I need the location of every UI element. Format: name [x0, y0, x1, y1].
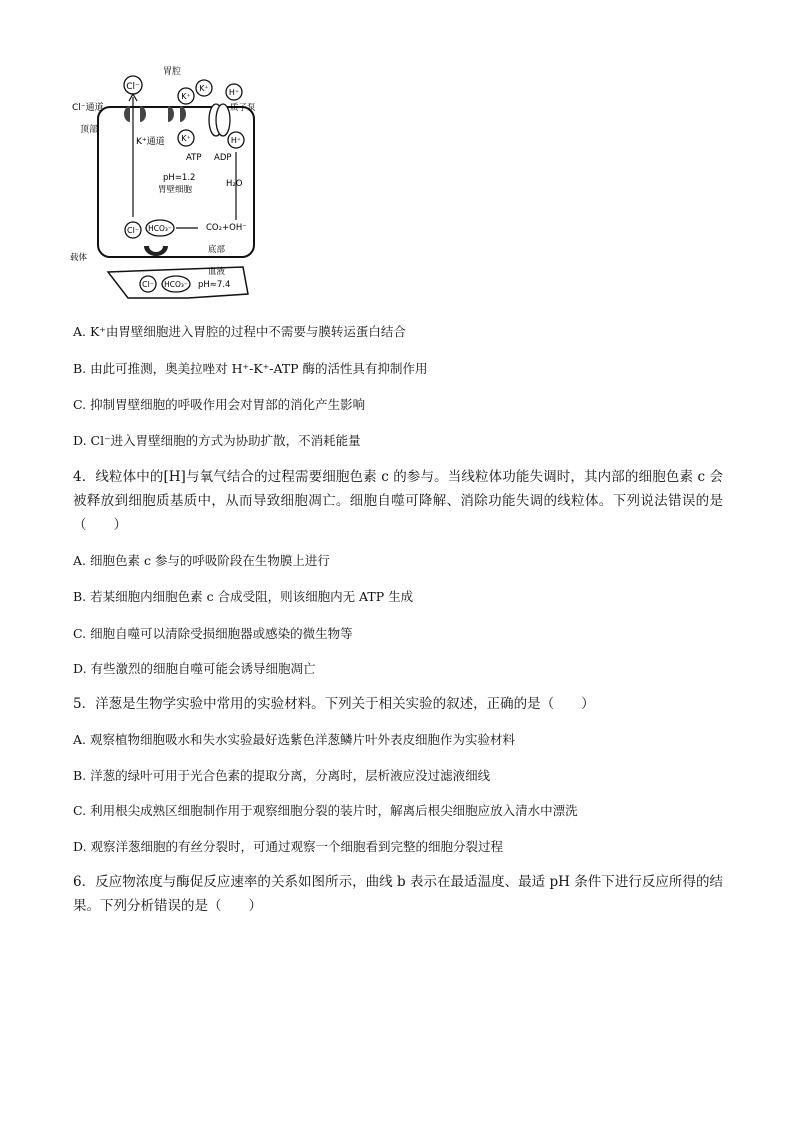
svg-text:HCO₃⁻: HCO₃⁻: [148, 224, 172, 233]
k-ion-2: [196, 80, 212, 96]
top-label: 顶部: [80, 125, 99, 135]
h-ion-cell: [228, 132, 244, 148]
blood-ph-label: pH≈7.4: [198, 280, 231, 290]
hco3-ion-blood: [162, 276, 190, 292]
k-ion-3: [178, 130, 194, 146]
q4-stem: 4．线粒体中的[H]与氧气结合的过程需要细胞色素 c 的参与。当线粒体功能失调时，其内部的细胞色素 c 会被释放到细胞质基质中，从而导致细胞凋亡。细胞自噬可降解、消除功能失调的线粒体。下列说法错误的是（ ）: [73, 469, 723, 533]
q6-stem: 6．反应物浓度与酶促反应速率的关系如图所示，曲线 b 表示在最适温度、最适 pH 条件下进行反应所得的结果。下列分析错误的是（ ）: [73, 874, 723, 914]
svg-text:H⁺: H⁺: [228, 88, 240, 97]
co2-oh-label: CO₂+OH⁻: [206, 223, 247, 233]
q5-option-b: B. 洋葱的绿叶可用于光合色素的提取分离，分离时，层析液应没过滤液细线: [73, 768, 491, 783]
h2o-label: H₂O: [226, 179, 243, 189]
q4-option-b: B. 若某细胞内细胞色素 c 合成受阻，则该细胞内无 ATP 生成: [73, 589, 414, 604]
q4-option-c: C. 细胞自噬可以清除受损细胞器或感染的微生物等: [73, 626, 353, 641]
cl-ion-top: [124, 76, 142, 94]
q4-option-d: D. 有些激烈的细胞自噬可能会诱导细胞凋亡: [73, 661, 316, 676]
proton-pump: [209, 104, 230, 136]
cl-ion-blood: [140, 276, 156, 292]
cl-ion-bottom: [125, 222, 141, 238]
bottom-label: 底部: [208, 245, 226, 255]
q5-option-a: A. 观察植物细胞吸水和失水实验最好选紫色洋葱鳞片叶外表皮细胞作为实验材料: [73, 732, 515, 747]
proton-pump-label: 质子泵: [230, 103, 256, 113]
hco3-ion-cell: [146, 220, 174, 236]
atp-label: ATP: [186, 153, 202, 163]
blood-label: 血液: [208, 267, 226, 277]
q5-option-d: D. 观察洋葱细胞的有丝分裂时，可通过观察一个细胞看到完整的细胞分裂过程: [73, 839, 504, 854]
svg-text:Cl⁻: Cl⁻: [126, 226, 140, 235]
svg-text:H⁺: H⁺: [230, 136, 242, 145]
svg-text:K⁺: K⁺: [181, 134, 191, 143]
cell-name-label: 胃壁细胞: [158, 185, 193, 195]
svg-text:K⁺: K⁺: [199, 84, 209, 93]
k-channel: [168, 106, 186, 122]
q3-option-b: B. 由此可推测，奥美拉唑对 H⁺-K⁺-ATP 酶的活性具有抑制作用: [73, 361, 428, 376]
cl-channel-label: Cl⁻通道: [72, 103, 104, 113]
svg-text:Cl⁻: Cl⁻: [141, 280, 155, 289]
carrier-protein: [144, 246, 168, 256]
q3-option-c: C. 抑制胃壁细胞的呼吸作用会对胃部的消化产生影响: [73, 397, 366, 412]
cl-channel: [124, 106, 146, 122]
gastric-parietal-cell-diagram: [68, 62, 268, 307]
k-channel-label: K⁺通道: [136, 137, 165, 147]
carrier-label: 载体: [70, 253, 88, 263]
cell-ph-label: pH=1.2: [163, 173, 196, 183]
svg-text:K⁺: K⁺: [181, 92, 191, 101]
stomach-lumen-label: 胃腔: [163, 67, 182, 77]
q3-option-a: A. K⁺由胃壁细胞进入胃腔的过程中不需要与膜转运蛋白结合: [73, 324, 406, 339]
q5-option-c: C. 利用根尖成熟区细胞制作用于观察细胞分裂的装片时，解离后根尖细胞应放入清水中漂洗: [73, 803, 578, 818]
h-ion-top: [226, 84, 242, 100]
adp-label: ADP: [214, 153, 232, 163]
q3-option-d: D. Cl⁻进入胃壁细胞的方式为协助扩散，不消耗能量: [73, 433, 361, 448]
svg-text:HCO₃⁻: HCO₃⁻: [164, 280, 188, 289]
k-ion-1: [178, 88, 194, 104]
svg-text:Cl⁻: Cl⁻: [126, 82, 140, 92]
q5-stem: 5．洋葱是生物学实验中常用的实验材料。下列关于相关实验的叙述，正确的是（ ）: [73, 696, 595, 712]
q4-option-a: A. 细胞色素 c 参与的呼吸阶段在生物膜上进行: [73, 553, 330, 568]
